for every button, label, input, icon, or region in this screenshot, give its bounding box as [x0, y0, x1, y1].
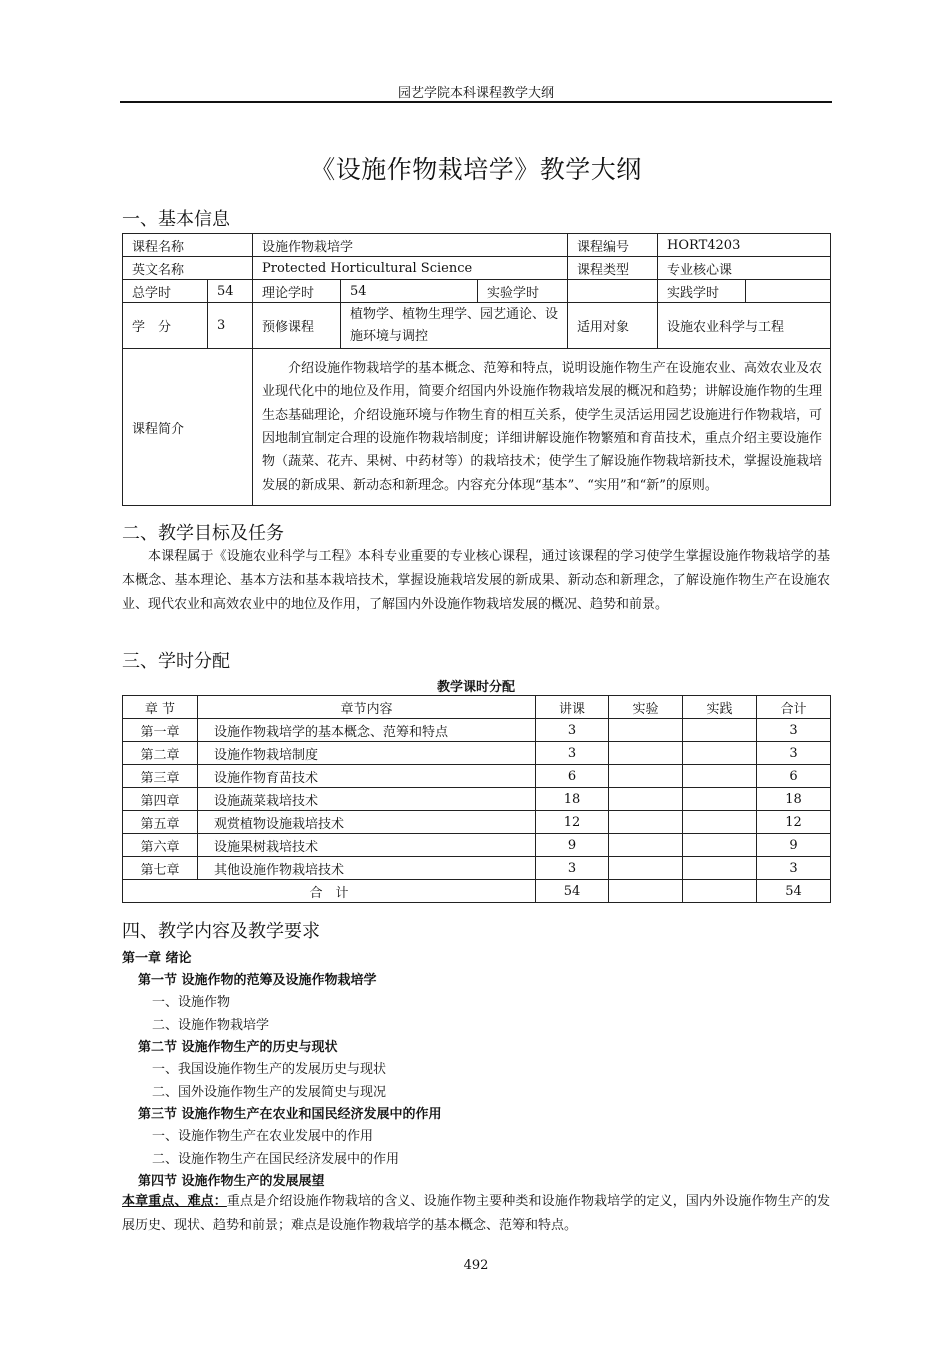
- row-lab: [609, 765, 683, 788]
- running-header: 园艺学院本科课程教学大纲: [397, 86, 554, 101]
- row-lab: [609, 742, 683, 765]
- row-total: 9: [757, 834, 831, 857]
- credits-value: 3: [208, 303, 253, 349]
- row-lecture: 3: [536, 742, 609, 765]
- lab-hours-label: 实验学时: [478, 280, 568, 303]
- row-chapter: 第二章: [123, 742, 198, 765]
- row-content: 设施作物栽培制度: [198, 742, 536, 765]
- header-content: 章节内容: [198, 696, 536, 719]
- row-total: 12: [757, 811, 831, 834]
- row-practice: [683, 742, 757, 765]
- document-title: 《设施作物栽培学》教学大纲: [310, 155, 642, 184]
- section-2-title: 第二节 设施作物生产的历史与现状: [138, 1040, 338, 1055]
- row-chapter: 第七章: [123, 857, 198, 880]
- row-practice: [683, 811, 757, 834]
- course-name-value: 设施作物栽培学: [253, 234, 568, 257]
- row-content: 设施果树栽培技术: [198, 834, 536, 857]
- chapter-1-title: 第一章 绪论: [122, 951, 192, 966]
- course-code-label: 课程编号: [568, 234, 658, 257]
- prereq-value: 植物学、植物生理学、园艺通论、设施环境与调控: [341, 303, 568, 349]
- header-rule: [120, 101, 832, 103]
- course-name-label: 课程名称: [123, 234, 253, 257]
- row-content: 设施蔬菜栽培技术: [198, 788, 536, 811]
- row-total: 3: [757, 857, 831, 880]
- table-row: [123, 742, 831, 765]
- theory-hours-value: 54: [341, 280, 478, 303]
- target-label: 适用对象: [568, 303, 658, 349]
- row-lecture: 3: [536, 719, 609, 742]
- row-practice: [683, 765, 757, 788]
- section-heading-basic-info: 一、基本信息: [122, 209, 230, 230]
- row-lab: [609, 788, 683, 811]
- section-2-item: 一、我国设施作物生产的发展历史与现状: [152, 1062, 387, 1077]
- hours-table: [122, 695, 831, 903]
- row-content: 其他设施作物栽培技术: [198, 857, 536, 880]
- course-code-value: HORT4203: [658, 234, 831, 257]
- intro-text: 介绍设施作物栽培学的基本概念、范筹和特点，说明设施作物生产在设施农业、高效农业及农业现代化中的地位及作用，简要介绍国内外设施作物栽培发展的概况和趋势；讲解设施作物的生理生态基础理论，介绍设施环境与作物生育的相互关系，使学生灵活运用园艺设施进行作物栽培，可因地制宜制定合理的设施作物栽培制度；详细讲解设施作物繁殖和育苗技术，重点介绍主要设施作物（蔬菜、花卉、果树、中药材等）的栽培技术；使学生了解设施作物栽培新技术，掌握设施栽培发展的新成果、新动态和新理念。内容充分体现“基本”、“实用”和“新”的原则。: [253, 349, 831, 506]
- section-3-item: 二、设施作物生产在国民经济发展中的作用: [152, 1152, 400, 1167]
- section-heading-objectives: 二、教学目标及任务: [122, 523, 284, 544]
- row-lecture: 18: [536, 788, 609, 811]
- row-practice: [683, 857, 757, 880]
- total-label: 合 计: [123, 880, 536, 903]
- table-row: [123, 719, 831, 742]
- row-practice: [683, 719, 757, 742]
- header-lecture: 讲课: [536, 696, 609, 719]
- row-content: 观赏植物设施栽培技术: [198, 811, 536, 834]
- table-row: [123, 765, 831, 788]
- row-lab: [609, 834, 683, 857]
- row-lab: [609, 811, 683, 834]
- section-1-item: 一、设施作物: [152, 995, 231, 1010]
- row-lab: [609, 719, 683, 742]
- section-heading-content: 四、教学内容及教学要求: [122, 921, 320, 942]
- row-lecture: 3: [536, 857, 609, 880]
- section-2-item: 二、国外设施作物生产的发展简史与现况: [152, 1085, 387, 1100]
- table-row: [123, 834, 831, 857]
- credits-label: 学 分: [123, 303, 208, 349]
- table-row: [123, 857, 831, 880]
- row-chapter: 第四章: [123, 788, 198, 811]
- course-type-value: 专业核心课: [658, 257, 831, 280]
- prereq-label: 预修课程: [253, 303, 341, 349]
- row-lecture: 9: [536, 834, 609, 857]
- header-chapter: 章 节: [123, 696, 198, 719]
- table-total-row: [123, 880, 831, 903]
- total-lecture: 54: [536, 880, 609, 903]
- row-lecture: 12: [536, 811, 609, 834]
- practice-hours-label: 实践学时: [658, 280, 746, 303]
- table-row: [123, 788, 831, 811]
- row-practice: [683, 788, 757, 811]
- row-lecture: 6: [536, 765, 609, 788]
- section-heading-hours: 三、学时分配: [122, 651, 230, 672]
- theory-hours-label: 理论学时: [253, 280, 341, 303]
- row-total: 3: [757, 742, 831, 765]
- english-name-label: 英文名称: [123, 257, 253, 280]
- total-sum: 54: [757, 880, 831, 903]
- keypoints-text: 重点是介绍设施作物栽培的含义、设施作物主要种类和设施作物栽培学的定义，国内外设施作物生产的发展历史、现状、趋势和前景；难点是设施作物栽培学的基本概念、范筹和特点。: [122, 1194, 830, 1233]
- table-row: [123, 811, 831, 834]
- hours-table-header-row: [123, 696, 831, 719]
- section-3-item: 一、设施作物生产在农业发展中的作用: [152, 1129, 374, 1144]
- row-chapter: 第六章: [123, 834, 198, 857]
- keypoints-label: 本章重点、难点：: [122, 1194, 227, 1209]
- total-practice: [683, 880, 757, 903]
- total-hours-value: 54: [208, 280, 253, 303]
- lab-hours-value: [568, 280, 658, 303]
- row-lab: [609, 857, 683, 880]
- section-1-title: 第一节 设施作物的范筹及设施作物栽培学: [138, 973, 377, 988]
- intro-label: 课程简介: [123, 349, 253, 506]
- target-value: 设施农业科学与工程: [658, 303, 831, 349]
- course-type-label: 课程类型: [568, 257, 658, 280]
- row-chapter: 第三章: [123, 765, 198, 788]
- section-1-item: 二、设施作物栽培学: [152, 1018, 270, 1033]
- page-number: 492: [463, 1258, 489, 1273]
- practice-hours-value: [746, 280, 831, 303]
- header-total: 合计: [757, 696, 831, 719]
- total-lab: [609, 880, 683, 903]
- header-lab: 实验: [609, 696, 683, 719]
- row-content: 设施作物育苗技术: [198, 765, 536, 788]
- chapter-keypoints: [122, 1190, 830, 1238]
- section-4-title: 第四节 设施作物生产的发展展望: [138, 1174, 325, 1189]
- row-practice: [683, 834, 757, 857]
- total-hours-label: 总学时: [123, 280, 208, 303]
- section-3-title: 第三节 设施作物生产在农业和国民经济发展中的作用: [138, 1107, 442, 1122]
- header-practice: 实践: [683, 696, 757, 719]
- row-chapter: 第五章: [123, 811, 198, 834]
- english-name-value: Protected Horticultural Science: [253, 257, 568, 280]
- hours-table-caption: 教学课时分配: [436, 680, 515, 695]
- row-total: 6: [757, 765, 831, 788]
- row-total: 18: [757, 788, 831, 811]
- row-total: 3: [757, 719, 831, 742]
- basic-info-table: [122, 233, 831, 506]
- objectives-paragraph: 本课程属于《设施农业科学与工程》本科专业重要的专业核心课程，通过该课程的学习使学生掌握设施作物栽培学的基本概念、基本理论、基本方法和基本栽培技术，掌握设施栽培发展的新成果、新动态和新理念，了解设施作物生产在设施农业、现代农业和高效农业中的地位及作用，了解国内外设施作物栽培发展的概况、趋势和前景。: [122, 549, 830, 612]
- row-chapter: 第一章: [123, 719, 198, 742]
- row-content: 设施作物栽培学的基本概念、范筹和特点: [198, 719, 536, 742]
